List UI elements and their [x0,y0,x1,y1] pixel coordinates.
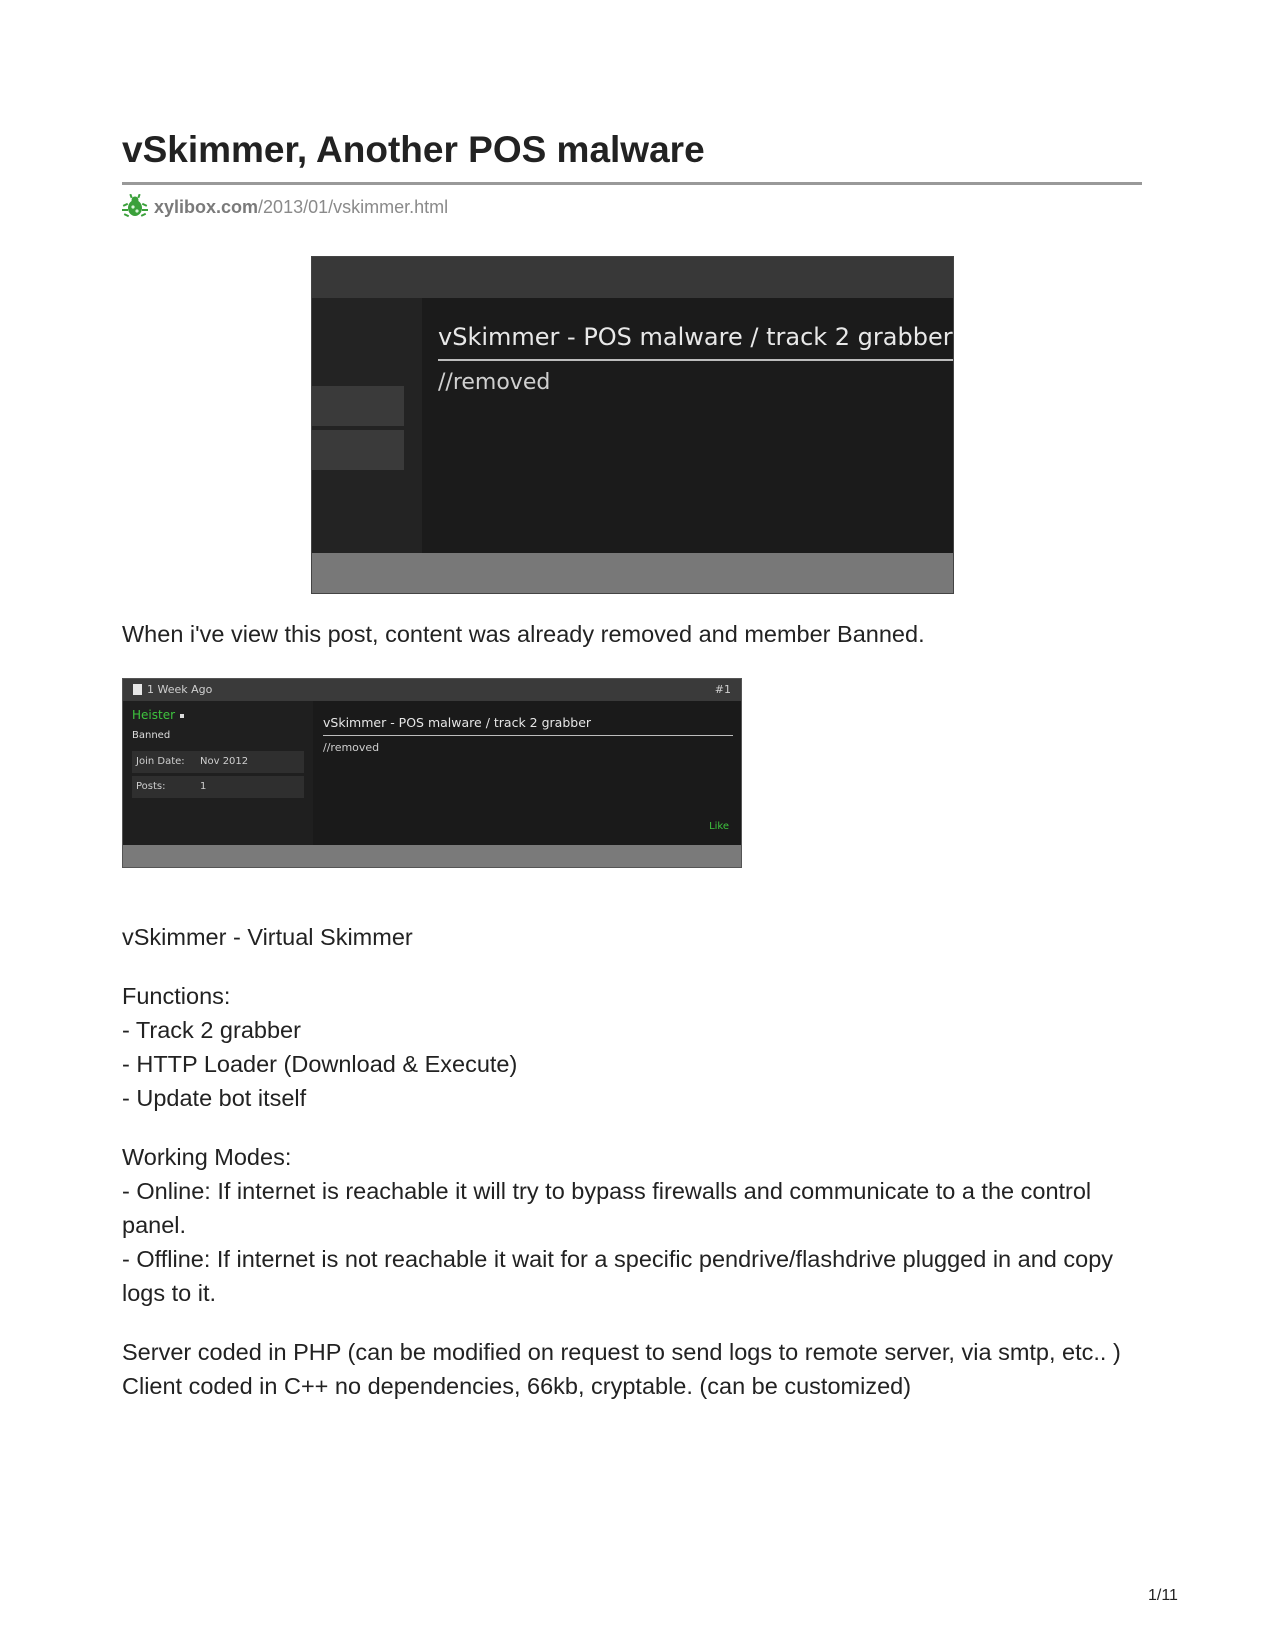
user-info-panel [123,701,313,847]
posts-value: 1 [200,781,207,792]
join-date-label: Join Date: [136,756,185,767]
join-date-value: Nov 2012 [200,756,249,767]
function-item: - Track 2 grabber [122,1017,301,1043]
modes-section [122,1140,1132,1310]
post-footer [123,845,741,867]
forum-sidebar-block [312,386,404,426]
source-domain: xylibox.com [154,196,259,217]
post-title-divider [323,735,733,736]
intro-paragraph: When i've view this post, content was already removed and member Banned. [122,621,925,647]
subtitle-paragraph: vSkimmer - Virtual Skimmer [122,924,413,950]
posts-label: Posts: [136,781,166,792]
server-info: Server coded in PHP (can be modified on request to send logs to remote server, via smtp, etc.. ) [122,1339,1121,1365]
modes-heading: Working Modes: [122,1144,292,1170]
post-number: #1 [714,683,731,696]
post-body: //removed [323,741,380,754]
post-date: 1 Week Ago [147,683,213,696]
function-item: - HTTP Loader (Download & Execute) [122,1051,518,1077]
mode-item: - Online: If internet is reachable it will try to bypass firewalls and communicate to a the control panel. [122,1178,1092,1238]
function-item: - Update bot itself [122,1085,307,1111]
forum-screenshot-small [122,678,742,868]
page-number: 1/11 [1148,1587,1178,1604]
functions-heading: Functions: [122,983,231,1009]
forum-sidebar [312,298,422,554]
article-title: vSkimmer, Another POS malware [122,129,705,170]
forum-screenshot-large [311,256,954,594]
post-title: vSkimmer - POS malware / track 2 grabber [323,715,592,730]
online-status-icon [180,714,184,718]
title-divider [122,182,1142,185]
forum-post-body: //removed [438,370,551,395]
document-icon [133,684,142,695]
forum-post-divider [438,359,953,361]
source-link[interactable] [122,194,448,220]
forum-topbar [312,257,953,298]
like-link: Like [709,821,729,832]
posts-row [132,776,304,798]
forum-sidebar-block [312,430,404,470]
bug-icon [122,194,148,220]
source-path: /2013/01/vskimmer.html [258,196,449,217]
user-status: Banned [132,730,171,741]
post-header [123,679,741,701]
join-date-row [132,751,304,773]
forum-footer [312,553,953,593]
mode-item: - Offline: If internet is not reachable it wait for a specific pendrive/flashdrive plugged in and copy logs to it. [122,1246,1114,1306]
username: Heister [132,708,184,722]
functions-section [122,979,517,1115]
forum-post-title: vSkimmer - POS malware / track 2 grabber [438,323,953,351]
code-info-section [122,1335,1132,1403]
client-info: Client coded in C++ no dependencies, 66kb, cryptable. (can be customized) [122,1373,912,1399]
